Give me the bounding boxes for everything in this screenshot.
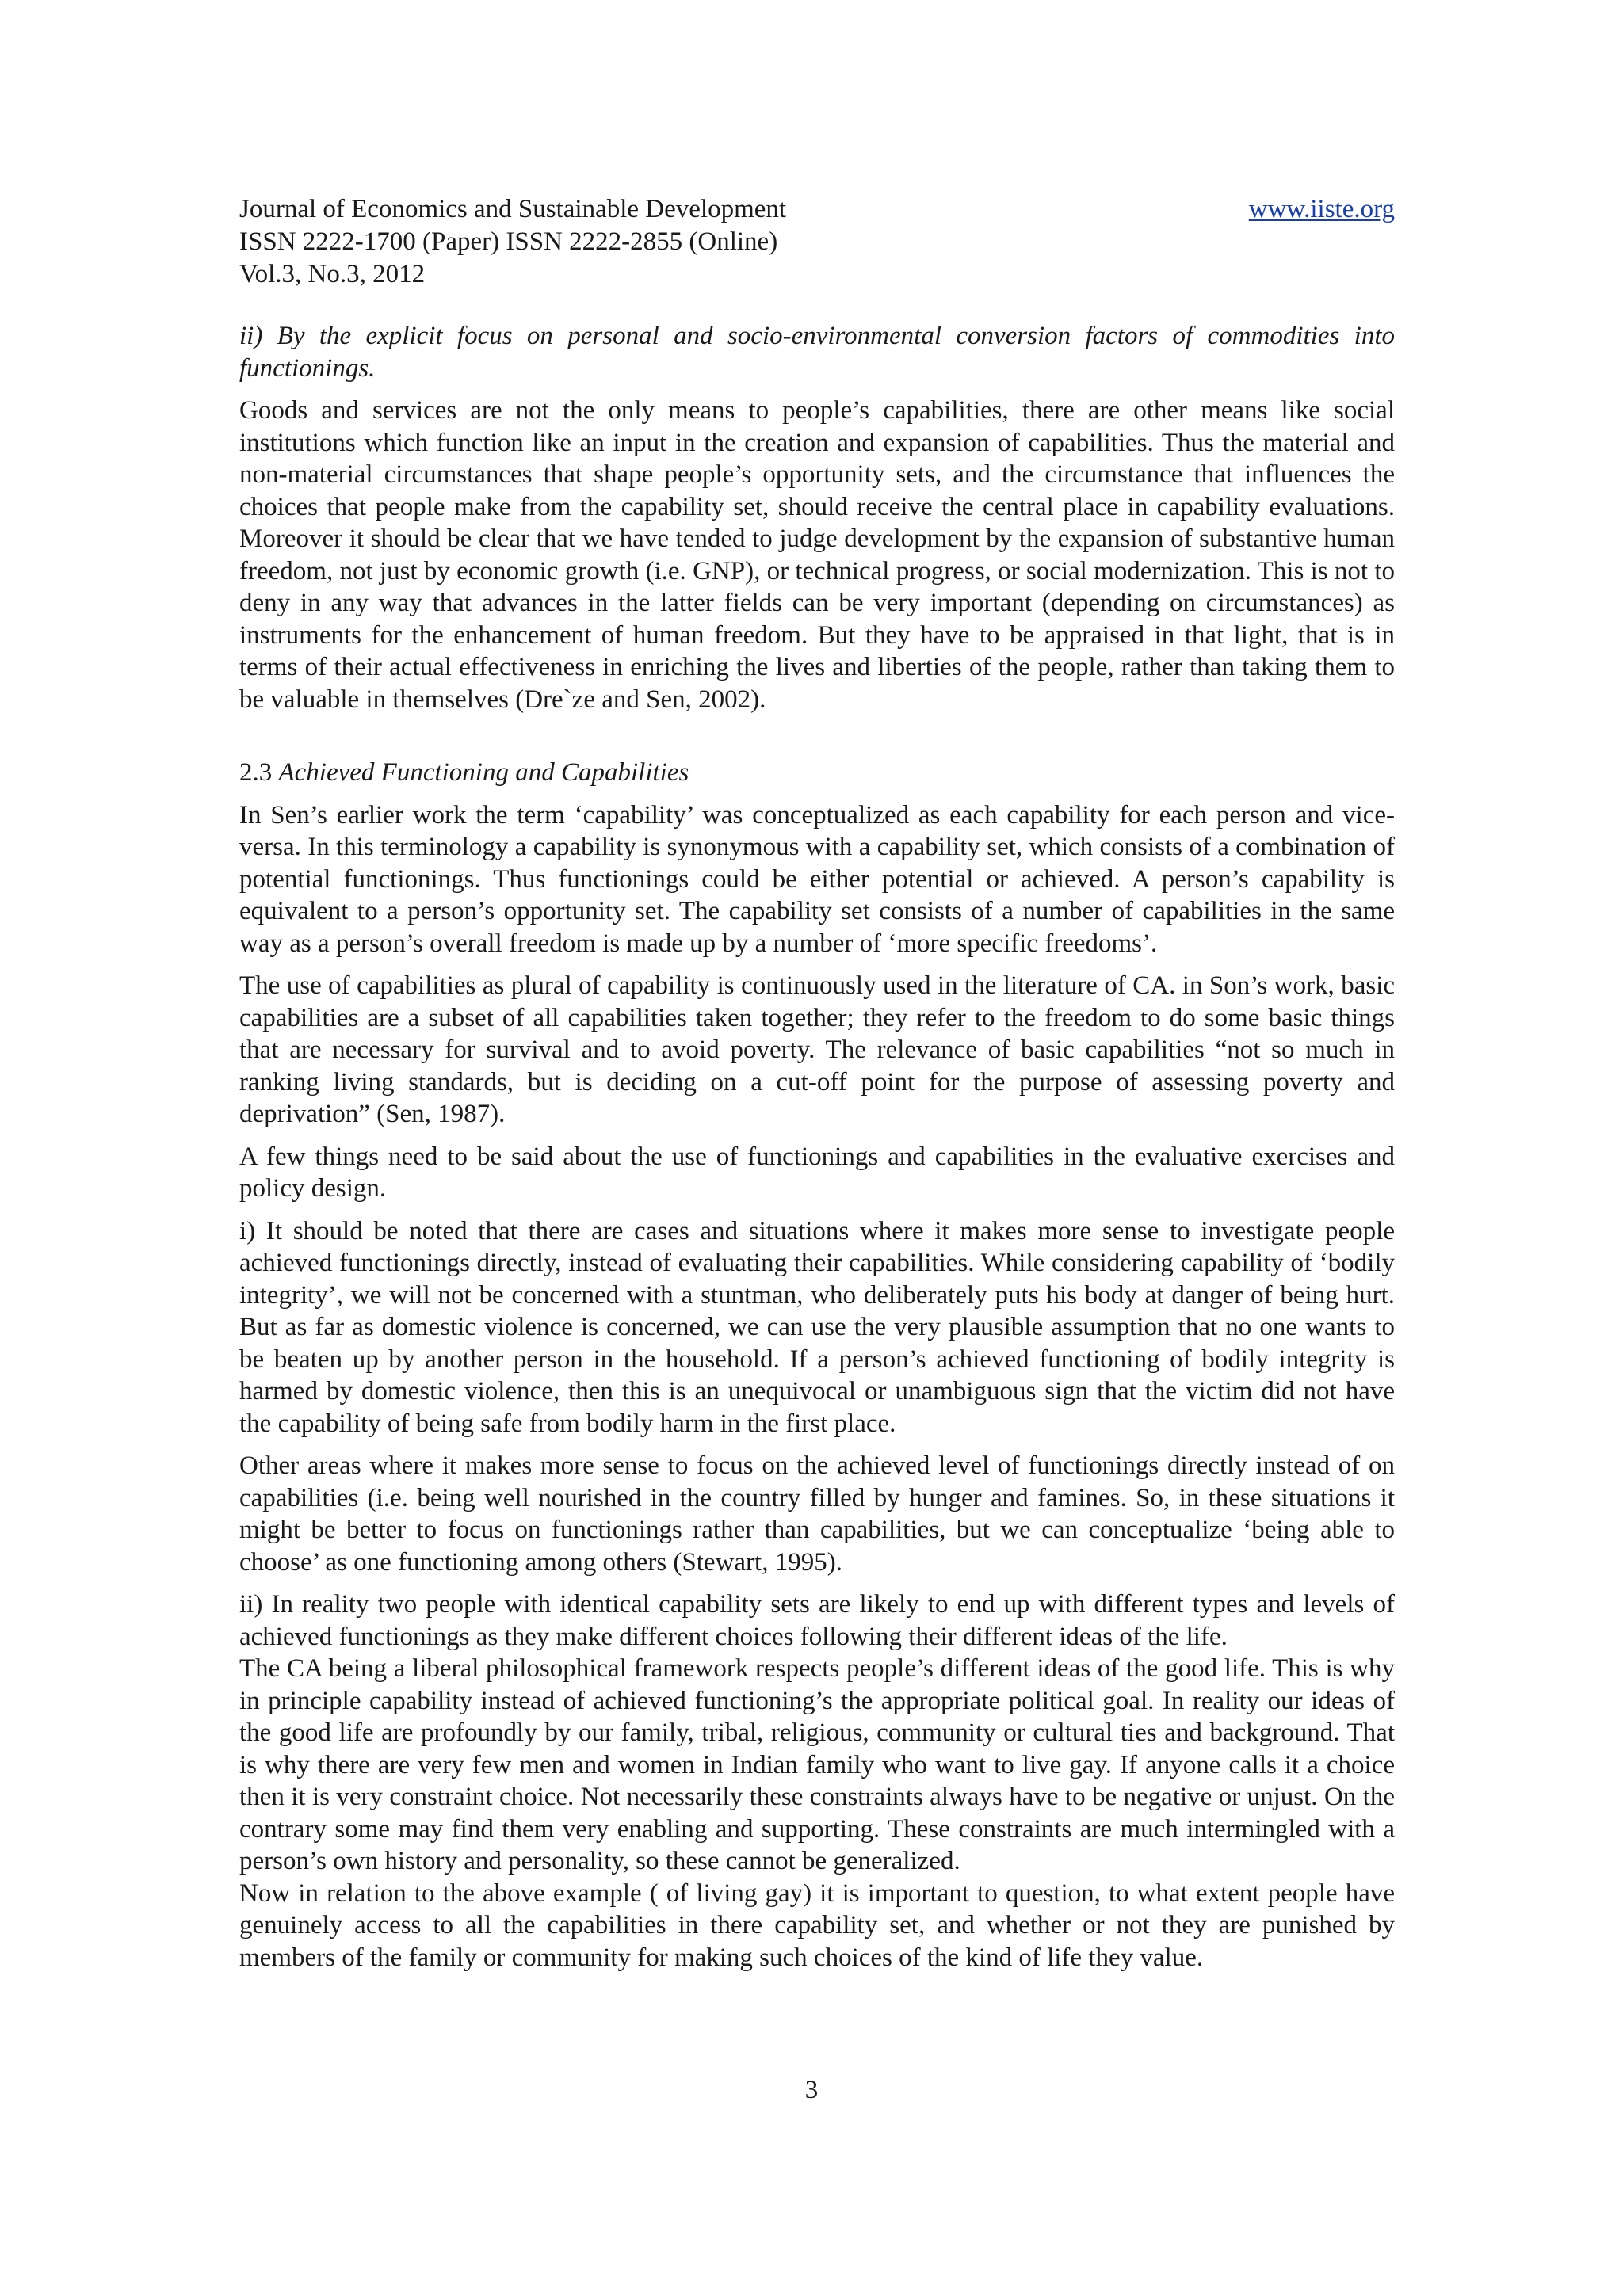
website-link[interactable]: www.iiste.org	[1248, 195, 1395, 223]
paragraph-sen-earlier-work: In Sen’s earlier work the term ‘capability’ was conceptualized as each capability for each person and vice-versa. In this terminology a capability is synonymous with a capability set, which consists of a combination of potential functionings. Thus functionings could be either potential or achieved. A person’s capability is equivalent to a person’s opportunity set. The capability set consists of a number of capabilities in the same way as a person’s overall freedom is made up by a number of ‘more specific freedoms’.	[239, 800, 1395, 958]
paragraph-goods-services: Goods and services are not the only means to people’s capabilities, there are other means like social institutions which function like an input in the creation and expansion of capabilities. Thus the material and non-material circumstances that shape people’s opportunity sets, and the circumstance that influences the choices that people make from the capability set, should receive the central place in capability evaluations. Moreover it should be clear that we have tended to judge development by the expansion of substantive human freedom, not just by economic growth (i.e. GNP), or technical progress, or social modernization. This is not to deny in any way that advances in the latter fields can be very important (depending on circumstances) as instruments for the enhancement of human freedom. But they have to be appraised in that light, that is in terms of their actual effectiveness in enriching the lives and liberties of the people, rather than taking them to be valuable in themselves (Dre`ze and Sen, 2002).	[239, 396, 1395, 714]
section-heading	[239, 757, 1395, 789]
section-title: Achieved Functioning and Capabilities	[278, 758, 689, 787]
page-number: 3	[804, 2076, 819, 2104]
article-body	[239, 320, 1395, 1974]
issn-line: ISSN 2222-1700 (Paper) ISSN 2222-2855 (Online)	[239, 227, 778, 256]
paragraph-living-gay: Now in relation to the above example ( of living gay) it is important to question, to what extent people have genuinely access to all the capabilities in there capability set, and whether or not they are punished by members of the family or community for making such choices of the kind of life they value.	[239, 1878, 1395, 1972]
paragraph-point-one: i) It should be noted that there are cases and situations where it makes more sense to investigate people achieved functionings directly, instead of evaluating their capabilities. While considering capability of ‘bodily integrity’, we will not be concerned with a stuntman, who deliberately puts his body at danger of being hurt. But as far as domestic violence is concerned, we can use the very plausible assumption that no one wants to be beaten up by another person in the household. If a person’s achieved functioning of bodily integrity is harmed by domestic violence, then this is an unequivocal or unambiguous sign that the victim did not have the capability of being safe from bodily harm in the first place.	[239, 1216, 1395, 1438]
paragraph-liberal-framework: The CA being a liberal philosophical framework respects people’s different ideas of the good life. This is why in principle capability instead of achieved functioning’s the appropriate political goal. In reality our ideas of the good life are profoundly by our family, tribal, religious, community or cultural ties and background. That is why there are very few men and women in Indian family who want to live gay. If anyone calls it a choice then it is very constraint choice. Not necessarily these constraints always have to be negative or unjust. On the contrary some may find them very enabling and supporting. These constraints are much intermingled with a person’s own history and personality, so these cannot be generalized.	[239, 1654, 1395, 1875]
paragraph-point-two: ii) In reality two people with identical capability sets are likely to end up with different types and levels of achieved functionings as they make different choices following their different ideas of the life.	[239, 1590, 1395, 1651]
paragraph-conversion-factors: ii) By the explicit focus on personal and socio-environmental conversion factors of commodities into functionings.	[239, 322, 1395, 383]
volume-line: Vol.3, No.3, 2012	[239, 260, 426, 288]
section-number: 2.3	[239, 758, 273, 787]
journal-title: Journal of Economics and Sustainable Development	[239, 195, 787, 223]
paragraph-other-areas: Other areas where it makes more sense to focus on the achieved level of functionings directly instead of on capabilities (i.e. being well nourished in the country filled by hunger and famines. So, in these situations it might be better to focus on functionings rather than capabilities, but we can conceptualize ‘being able to choose’ as one functioning among others (Stewart, 1995).	[239, 1451, 1395, 1577]
running-header	[239, 193, 1395, 291]
paragraph-plural-capability: The use of capabilities as plural of capability is continuously used in the literature of CA. in Son’s work, basic capabilities are a subset of all capabilities taken together; they refer to the freedom to do some basic things that are necessary for survival and to avoid poverty. The relevance of basic capabilities “not so much in ranking living standards, but is deciding on a cut-off point for the purpose of assessing poverty and deprivation” (Sen, 1987).	[239, 971, 1395, 1128]
paragraph-few-things: A few things need to be said about the use of functionings and capabilities in the evaluative exercises and policy design.	[239, 1142, 1395, 1203]
